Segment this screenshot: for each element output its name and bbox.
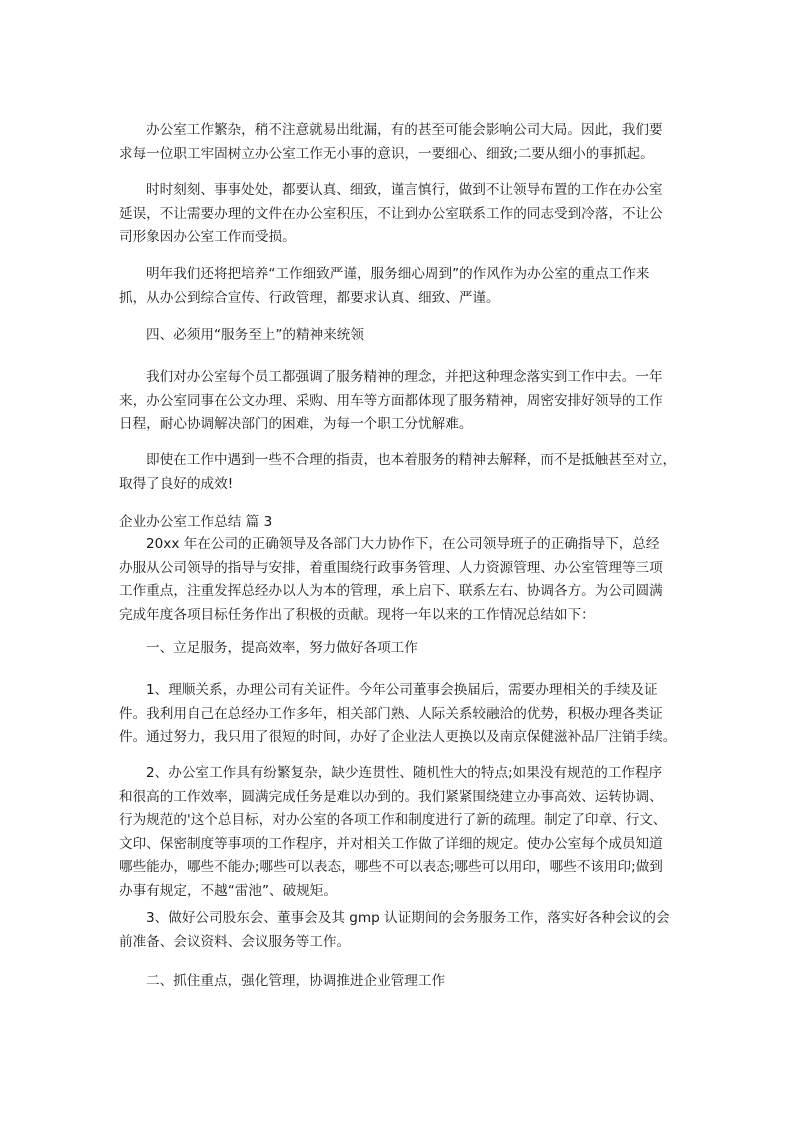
text-line: 行为规范的'这个总目标，对办公室的各项工作和制度进行了新的疏理。制定了印章、行文、	[119, 812, 667, 828]
text-line: 办事有规定，不越“雷池”、破规矩。	[119, 882, 337, 899]
text-line: 办公室工作繁杂，稍不注意就易出纰漏，有的甚至可能会影响公司大局。因此，我们要	[146, 122, 663, 138]
text-line: 司形象因办公室工作而受损。	[119, 229, 296, 245]
paragraph-5	[119, 366, 701, 437]
paragraph-1	[119, 119, 701, 166]
paragraph-3	[119, 263, 701, 310]
article-title: 企业办公室工作总结 篇 3	[119, 514, 273, 530]
text-line: 3、做好公司股东会、董事会及其 gmp 认证期间的会务服务工作，落实好各种会议的会	[146, 910, 670, 926]
text-line: 日程，耐心协调解决部门的困难，为每一个职工分忧解难。	[119, 416, 473, 432]
text-line: 2、办公室工作具有纷繁复杂，缺少连贯性、随机性大的特点;如果没有规范的工作程序	[146, 765, 663, 781]
paragraph-12	[119, 907, 701, 954]
text-line: 时时刻刻、事事处处，都要认真、细致，谨言慎行，做到不让领导布置的工作在办公室	[146, 182, 663, 198]
paragraph-2	[119, 179, 701, 250]
text-line: 延误，不让需要办理的文件在办公室积压，不让到办公室联系工作的同志受到冷落，不让公	[119, 205, 663, 222]
text-line: 工作重点，注重发挥总经办以人为本的管理，承上启下、联系左右、协调各方。为公司圆满	[119, 583, 663, 599]
text-line: 20xx 年在公司的正确领导及各部门大力协作下，在公司领导班子的正确指导下，总经	[146, 536, 660, 552]
section-heading-4: 四、必须用“服务至上”的精神来统领	[146, 327, 364, 343]
paragraph-11	[119, 762, 701, 903]
text-line: 取得了良好的成效!	[119, 475, 234, 492]
paragraph-10	[119, 679, 701, 750]
text-line: 件。通过努力，我只用了很短的时间，办好了企业法人更换以及南京保健滋补品厂注销手续。	[119, 729, 677, 745]
paragraph-8	[119, 533, 701, 627]
section-heading-2: 二、抓住重点，强化管理，协调推进企业管理工作	[146, 973, 446, 989]
text-line: 件。我利用自己在总经办工作多年，相关部门熟、人际关系较融洽的优势，积极办理各类证	[119, 705, 663, 722]
text-line: 和很高的工作效率，圆满完成任务是难以办到的。我们紧紧围绕建立办事高效、运转协调、	[119, 788, 663, 805]
text-line: 哪些能办，哪些不能办;哪些可以表态，哪些不可以表态;哪些可以用印，哪些不该用印;做到	[119, 859, 663, 875]
text-line: 明年我们还将把培养“工作细致严谨，服务细心周到”的作风作为办公室的重点工作来	[146, 266, 650, 282]
paragraph-6	[119, 449, 701, 496]
text-line: 办服从公司领导的指导与安排，着重围绕行政事务管理、人力资源管理、办公室管理等三项	[119, 559, 663, 576]
text-line: 抓，从办公到综合宣传、行政管理，都要求认真、细致、严谨。	[119, 289, 500, 306]
text-line: 1、理顺关系，办理公司有关证件。今年公司董事会换届后，需要办理相关的手续及证	[146, 682, 658, 698]
section-heading-1: 一、立足服务，提高效率，努力做好各项工作	[146, 640, 418, 656]
text-line: 完成年度各项目标任务作出了积极的贡献。现将一年以来的工作情况总结如下：	[119, 606, 595, 623]
text-line: 文印、保密制度等事项的工作程序，并对相关工作做了详细的规定。使办公室每个成员知道	[119, 835, 663, 852]
text-line: 即使在工作中遇到一些不合理的指责，也本着服务的精神去解释，而不是抵触甚至对立，	[146, 452, 677, 468]
text-line: 前准备、会议资料、会议服务等工作。	[119, 933, 351, 950]
text-line: 我们对办公室每个员工都强调了服务精神的理念，并把这种理念落实到工作中去。一年	[146, 369, 663, 385]
text-line: 来，办公室同事在公文办理、采购、用车等方面都体现了服务精神，周密安排好领导的工作	[119, 392, 663, 409]
text-line: 求每一位职工牢固树立办公室工作无小事的意识，一要细心、细致;二要从细小的事抓起。	[119, 145, 654, 162]
